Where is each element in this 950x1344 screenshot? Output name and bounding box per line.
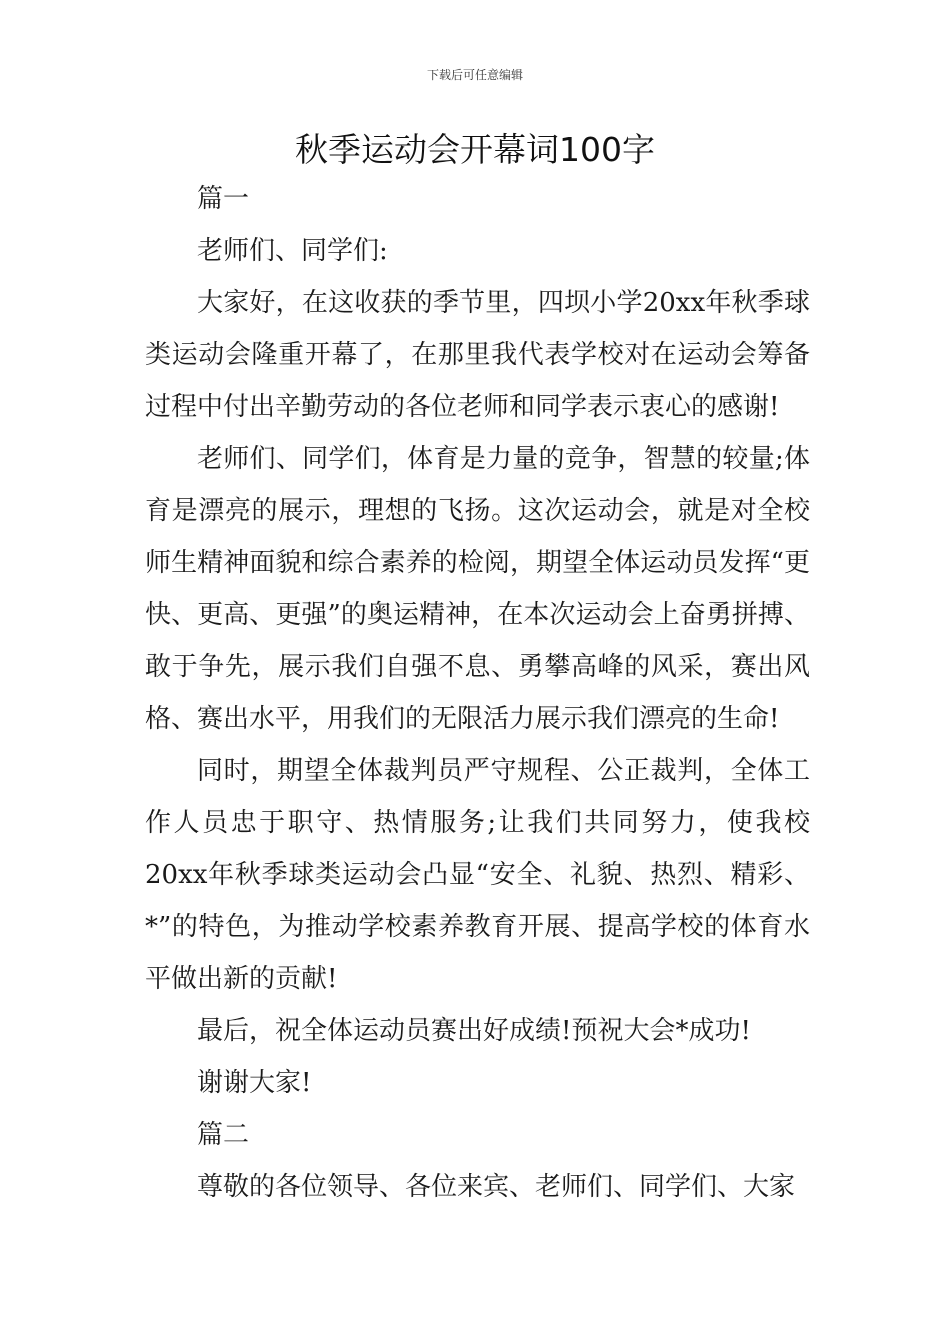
paragraph: 老师们、同学们，体育是力量的竞争，智慧的较量;体育是漂亮的展示，理想的飞扬。这次运动会，就是对全校师生精神面貌和综合素养的检阅，期望全体运动员发挥“更快、更高、更强”的奥运精神，在本次运动会上奋勇拼搏、敢于争先，展示我们自强不息、勇攀高峰的风采，赛出风格、赛出水平，用我们的无限活力展示我们漂亮的生命! — [145, 444, 810, 734]
header-note: 下载后可任意编辑 — [426, 68, 523, 82]
paragraph: 尊敬的各位领导、各位来宾、老师们、同学们、大家 — [197, 1172, 796, 1202]
document-body — [145, 173, 810, 1213]
salutation: 老师们、同学们: — [197, 236, 388, 266]
closing-thanks: 谢谢大家! — [197, 1068, 312, 1098]
section-heading-2: 篇二 — [197, 1120, 250, 1150]
paragraph: 最后，祝全体运动员赛出好成绩!预祝大会*成功! — [197, 1016, 751, 1046]
paragraph: 大家好，在这收获的季节里，四坝小学20xx年秋季球类运动会隆重开幕了，在那里我代表学校对在运动会筹备过程中付出辛勤劳动的各位老师和同学表示衷心的感谢! — [145, 288, 810, 422]
document-title: 秋季运动会开幕词100字 — [295, 130, 655, 169]
section-heading-1: 篇一 — [197, 184, 250, 214]
paragraph: 同时，期望全体裁判员严守规程、公正裁判，全体工作人员忠于职守、热情服务;让我们共同努力，使我校20xx年秋季球类运动会凸显“安全、礼貌、热烈、精彩、*”的特色，为推动学校素养教育开展、提高学校的体育水平做出新的贡献! — [145, 756, 810, 994]
